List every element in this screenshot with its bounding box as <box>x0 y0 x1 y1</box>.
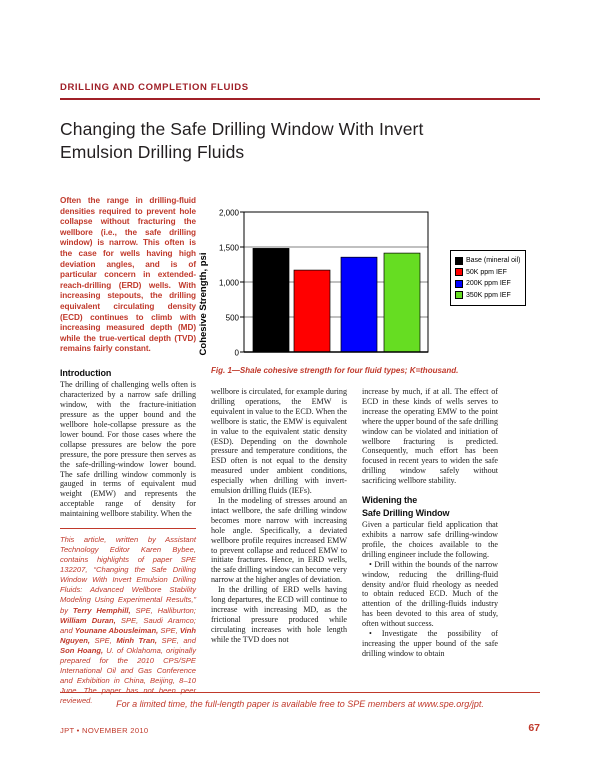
legend-label-base-mineral-oil: Base (mineral oil) <box>466 257 521 264</box>
legend-item <box>455 278 520 290</box>
heading-widening-line2: Safe Drilling Window <box>362 507 450 518</box>
bar-200k-ppm-ief <box>341 257 377 352</box>
column-2 <box>211 387 347 645</box>
promo-text: For a limited time, the full-length paper is available free to SPE members at www.spe.org/jpt. <box>116 699 484 709</box>
author-younane-abousleiman: Younane Abousleiman, <box>74 625 159 635</box>
attribution-note <box>60 535 196 707</box>
attribution-rule <box>60 528 196 529</box>
affiliation-2: SPE, Saudi Aramco; and <box>60 615 196 635</box>
article-deck: Often the range in drilling-fluid densities required to prevent hole collapse without fracturing the wellbore (i.e., the safe drilling window) is narrow. This often is the case for wells having high deviation angles, and is of particular concern in extended-reach-drilling (ERD) wells. With increasing stepouts, the drilling equivalent circulating density (ECD) continues to climb with increasing measured depth (MD) while the true-vertical depth (TVD) remains fairly constant. <box>60 196 196 354</box>
legend-label-350k-ppm-ief: 350K ppm IEF <box>466 291 511 299</box>
col2-paragraph-1: wellbore is circulated, for example during drilling operations, the EMW is equivalent in value to the ECD. When the wellbore is static, the EMW is equivalent in value to the equivalent static density (ESD). Depending on the downhole pressure and temperature conditions, the ESD often is not equal to the density measured under ambient conditions, especially when drilling with invert-emulsion drilling fluids (IEFs). <box>211 387 347 496</box>
bar-base-mineral-oil <box>253 248 289 352</box>
legend-swatch-350k-ppm-ief <box>455 291 463 299</box>
heading-introduction: Introduction <box>60 367 112 378</box>
author-william-duran: William Duran, <box>60 615 116 625</box>
col2-paragraph-3: In the drilling of ERD wells having long departures, the ECD will continue to increase with increasing MD, as the frictional pressure produced while circulating increases with hole length while the TVD does not <box>211 585 347 644</box>
header-rule <box>60 98 540 100</box>
footer-rule <box>60 692 540 693</box>
legend-label-50k-ppm-ief: 50K ppm IEF <box>466 268 507 276</box>
section-kicker: DRILLING AND COMPLETION FLUIDS <box>60 82 249 93</box>
page-number: 67 <box>528 722 540 734</box>
author-vinh-nguyen: Vinh Nguyen, <box>60 625 197 645</box>
ytick-500: 500 <box>225 313 239 323</box>
legend-label-200k-ppm-ief: 200K ppm IEF <box>466 280 511 287</box>
bar-50k-ppm-ief <box>294 270 330 352</box>
attribution-text-2: U. of Oklahoma, originally prepared for the 2010 CPS/SPE International Oil and Gas Conference and Exhibition in China, Beijing, 8–10 June. The paper has not been peer reviewed. <box>60 645 196 706</box>
col2-paragraph-2: In the modeling of stresses around an intact wellbore, the safe drilling window becomes more narrow with increasing hole angle. Specifically, a deviated wellbore profile requires increased EMW to prevent collapse and reduced EMW to initiate fractures. Hence, in ERD wells, the safe drilling window can become very narrow at the higher angles of deviation. <box>211 495 347 585</box>
attribution-text-1: This article, written by Assistant Technology Editor Karen Bybee, contains highlights of paper SPE 132207, “Changing the Safe Drilling Window With Invert Emulsion Drilling Fluids: Advanced Wellbore Stability Modeling Using Experimental Results,” by <box>60 534 196 615</box>
ytick-1000: 1,000 <box>218 278 239 288</box>
col3-bullet-2: • Investigate the possibility of increasing the upper bound of the safe drilling window to obtain <box>362 629 498 658</box>
heading-widening-line1: Widening the <box>362 495 418 506</box>
affiliation-1: SPE, Halliburton; <box>130 605 197 615</box>
affiliation-5: SPE, and <box>156 635 196 645</box>
col3-paragraph-1: increase by much, if at all. The effect of ECD in these kinds of wells serves to increase the operating EMW to the point where the upper bound of the safe drilling window can be violated and initiation of wellbore fracturing is predicted. Consequently, much effort has been focused in recent years to widen the safe drilling window safely without sacrificing wellbore stability. <box>362 387 498 486</box>
author-minh-tran: Minh Tran, <box>116 635 157 645</box>
author-son-hoang: Son Hoang, <box>60 645 104 655</box>
legend-swatch-200k-ppm-ief <box>455 280 463 288</box>
ytick-1500: 1,500 <box>218 243 239 253</box>
col3-bullet-1: • Drill within the bounds of the narrow window, reducing the drilling-fluid density and/or fluid rheology as needed to obtain reduced ECD. Much of the attention of the drilling-fluids industry has been devoted to this area of study, often without success. <box>362 559 498 629</box>
affiliation-4: SPE, <box>89 635 117 645</box>
column-1 <box>60 196 196 706</box>
legend-item <box>455 290 520 302</box>
col3-paragraph-2: Given a particular field application that exhibits a narrow safe drilling-window profile, the choices available to the drilling engineer include the following. <box>362 520 498 559</box>
chart-legend <box>450 250 526 306</box>
legend-item <box>455 255 520 267</box>
figure-1-chart <box>196 196 540 381</box>
ytick-0: 0 <box>234 348 239 358</box>
legend-swatch-base-mineral-oil <box>455 257 463 265</box>
legend-item <box>455 267 520 279</box>
bar-350k-ppm-ief <box>384 253 420 352</box>
column-3 <box>362 387 498 659</box>
intro-paragraph: The drilling of challenging wells often is characterized by a narrow safe drilling window, with the fracture-initiation pressure as the upper bound and the wellbore hole-collapse pressure as the lower bound. For those cases where the collapse pressures are below the pore pressure, the pore pressure then serves as the safe-drilling-window lower bound. The safe drilling window commonly is gauged in terms of equivalent mud weight (EMW) and represents the acceptable range of density for maintaining wellbore stability. When the <box>60 380 196 519</box>
author-terry-hemphill: Terry Hemphill, <box>72 605 131 615</box>
legend-swatch-50k-ppm-ief <box>455 268 463 276</box>
article-title: Changing the Safe Drilling Window With Invert Emulsion Drilling Fluids <box>60 119 424 162</box>
folio-issue: JPT • NOVEMBER 2010 <box>60 726 149 735</box>
y-axis-label: Cohesive Strength, psi <box>198 252 209 356</box>
affiliation-3: SPE, <box>158 625 180 635</box>
figure-caption: Fig. 1—Shale cohesive strength for four fluid types; K=thousand. <box>211 366 459 375</box>
ytick-2000: 2,000 <box>218 208 239 218</box>
